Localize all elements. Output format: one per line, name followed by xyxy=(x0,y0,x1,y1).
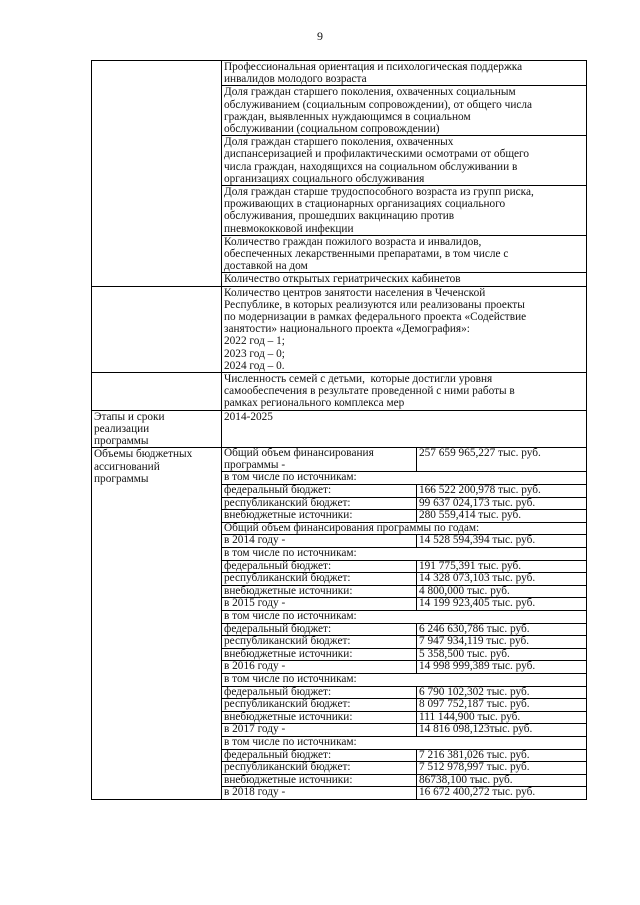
budget-line xyxy=(222,522,586,535)
budget-line-amount: 7 216 381,026 тыс. руб. xyxy=(417,749,587,762)
budget-line-amount: 8 097 752,187 тыс. руб. xyxy=(417,699,587,712)
budget-line-name: в 2014 году - xyxy=(222,535,417,548)
budget-line xyxy=(222,573,586,586)
budget-line xyxy=(222,472,586,485)
budget-line-name: в 2017 году - xyxy=(222,724,417,737)
budget-line xyxy=(222,598,586,611)
budget-line-amount: 111 144,900 тыс. руб. xyxy=(417,711,587,724)
budget-label: Объемы бюджетных ассигнований программы xyxy=(92,448,222,800)
budget-line-amount: 99 637 024,173 тыс. руб. xyxy=(417,497,587,510)
row-value: Количество открытых гериатрических кабинетов xyxy=(222,273,587,286)
page-number: 9 xyxy=(317,29,323,43)
budget-line xyxy=(222,673,586,686)
row-label xyxy=(92,373,222,411)
budget-line-name: республиканский бюджет: xyxy=(222,573,417,586)
budget-line-amount: 6 790 102,302 тыс. руб. xyxy=(417,686,587,699)
budget-line xyxy=(222,749,586,762)
budget-line-amount: 280 559,414 тыс. руб. xyxy=(417,510,587,523)
budget-line-name: внебюджетные источники: xyxy=(222,774,417,787)
budget-line-amount: 86738,100 тыс. руб. xyxy=(417,774,587,787)
budget-line-heading: в том числе по источникам: xyxy=(222,472,586,485)
budget-line-amount: 6 246 630,786 тыс. руб. xyxy=(417,623,587,636)
table-row xyxy=(92,286,587,372)
row-value: Доля граждан старшего поколения, охваченных социальным обслуживанием (социальным сопровождении), от общего числа граждан, выявленных нуждающимся в социальном обслуживании (социальном сопровождении) xyxy=(222,86,587,136)
budget-line xyxy=(222,699,586,712)
budget-line xyxy=(222,560,586,573)
budget-line xyxy=(222,548,586,561)
budget-line xyxy=(222,636,586,649)
budget-line-name: внебюджетные источники: xyxy=(222,711,417,724)
budget-line xyxy=(222,585,586,598)
budget-line-amount: 16 672 400,272 тыс. руб. xyxy=(417,787,587,799)
budget-line-name: в 2018 году - xyxy=(222,787,417,799)
budget-line xyxy=(222,648,586,661)
budget-line-heading: в том числе по источникам: xyxy=(222,611,586,624)
budget-line-name: федеральный бюджет: xyxy=(222,686,417,699)
row-value: 2014-2025 xyxy=(222,410,587,448)
table-row xyxy=(92,373,587,411)
budget-table xyxy=(222,448,586,799)
budget-line-name: внебюджетные источники: xyxy=(222,510,417,523)
table-row xyxy=(92,410,587,448)
budget-line xyxy=(222,535,586,548)
budget-line-amount: 14 199 923,405 тыс. руб. xyxy=(417,598,587,611)
budget-line-amount: 14 998 999,389 тыс. руб. xyxy=(417,661,587,674)
row-value: Количество граждан пожилого возраста и инвалидов, обеспеченных лекарственными препаратами, в том числе с доставкой на дом xyxy=(222,235,587,273)
budget-line xyxy=(222,787,586,799)
budget-line-name: республиканский бюджет: xyxy=(222,497,417,510)
budget-line-amount: 7 947 934,119 тыс. руб. xyxy=(417,636,587,649)
row-label xyxy=(92,286,222,372)
budget-line xyxy=(222,611,586,624)
budget-line-amount: 7 512 978,997 тыс. руб. xyxy=(417,762,587,775)
budget-line-name: федеральный бюджет: xyxy=(222,623,417,636)
budget-line xyxy=(222,661,586,674)
budget-line-amount: 14 328 073,103 тыс. руб. xyxy=(417,573,587,586)
budget-line-name: в 2016 году - xyxy=(222,661,417,674)
budget-line-amount: 166 522 200,978 тыс. руб. xyxy=(417,485,587,498)
budget-line-name: республиканский бюджет: xyxy=(222,636,417,649)
budget-line-heading: Общий объем финансирования программы по годам: xyxy=(222,522,586,535)
budget-line-name: федеральный бюджет: xyxy=(222,485,417,498)
budget-line-heading: в том числе по источникам: xyxy=(222,548,586,561)
budget-line xyxy=(222,485,586,498)
budget-line xyxy=(222,711,586,724)
budget-line xyxy=(222,762,586,775)
budget-line xyxy=(222,497,586,510)
budget-line xyxy=(222,724,586,737)
budget-line-amount: 14 816 098,123тыс. руб. xyxy=(417,724,587,737)
row-label: Этапы и сроки реализации программы xyxy=(92,410,222,448)
budget-line-name: внебюджетные источники: xyxy=(222,585,417,598)
budget-line xyxy=(222,686,586,699)
budget-line-name: федеральный бюджет: xyxy=(222,749,417,762)
budget-line xyxy=(222,774,586,787)
budget-line-name: Общий объем финансирования программы - xyxy=(222,448,417,472)
budget-line xyxy=(222,510,586,523)
row-label xyxy=(92,61,222,287)
budget-line-amount: 14 528 594,394 тыс. руб. xyxy=(417,535,587,548)
budget-line-name: внебюджетные источники: xyxy=(222,648,417,661)
budget-line-amount: 191 775,391 тыс. руб. xyxy=(417,560,587,573)
row-value: Численность семей с детьми, которые достигли уровня самообеспечения в результате проведенной с ними работы в рамках регионального комплекса мер xyxy=(222,373,587,411)
budget-line xyxy=(222,448,586,472)
budget-line-name: республиканский бюджет: xyxy=(222,699,417,712)
row-value: Доля граждан старшего поколения, охваченных диспансеризацией и профилактическими осмотрами от общего числа граждан, находящихся на социальном обслуживании в организациях социального обслуживания xyxy=(222,136,587,186)
budget-breakdown xyxy=(222,448,587,800)
row-value: Профессиональная ориентация и психологическая поддержка инвалидов молодого возраста xyxy=(222,61,587,86)
row-value: Количество центров занятости населения в Чеченской Республике, в которых реализуются или реализованы проекты по модернизации в рамках федерального проекта «Содействие занятости» национального проекта «Демография»: 2022 год – 1; 2023 год – 0; 2024 год – 0. xyxy=(222,286,587,372)
budget-line-amount: 5 358,500 тыс. руб. xyxy=(417,648,587,661)
program-passport-table xyxy=(91,60,587,800)
budget-line-amount: 4 800,000 тыс. руб. xyxy=(417,585,587,598)
budget-line-heading: в том числе по источникам: xyxy=(222,673,586,686)
budget-line-name: в 2015 году - xyxy=(222,598,417,611)
budget-line xyxy=(222,736,586,749)
budget-line-amount: 257 659 965,227 тыс. руб. xyxy=(417,448,587,472)
budget-line-heading: в том числе по источникам: xyxy=(222,736,586,749)
budget-line-name: республиканский бюджет: xyxy=(222,762,417,775)
budget-line-name: федеральный бюджет: xyxy=(222,560,417,573)
budget-row xyxy=(92,448,587,800)
row-value: Доля граждан старше трудоспособного возраста из групп риска, проживающих в стационарных организациях социального обслуживания, прошедших вакцинацию против пневмококковой инфекции xyxy=(222,186,587,236)
table-row xyxy=(92,61,587,86)
budget-line xyxy=(222,623,586,636)
